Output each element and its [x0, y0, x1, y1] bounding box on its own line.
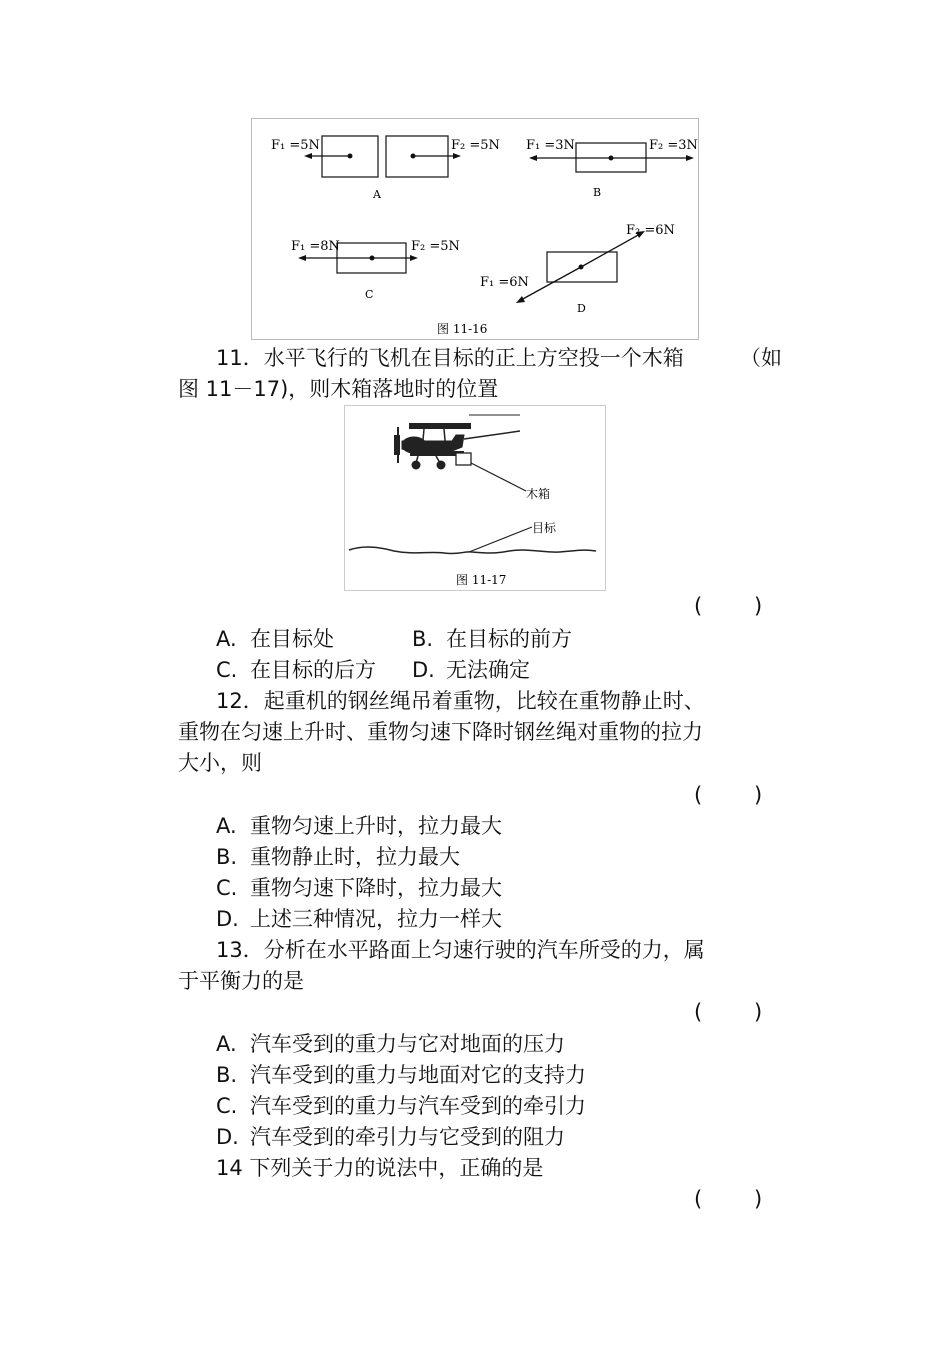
q11-option-c[interactable]: [216, 657, 376, 683]
option-letter: D.: [412, 658, 435, 682]
option-letter: B.: [216, 845, 238, 869]
d-f1-label: F₁ =6N: [480, 275, 529, 290]
force-diagrams: [251, 118, 699, 340]
option-text: 汽车受到的重力与它对地面的压力: [250, 1032, 565, 1056]
crate-label: 木箱: [526, 487, 551, 501]
q12-option-d[interactable]: [216, 906, 502, 932]
c-f1-label: F₁ =8N: [291, 239, 340, 254]
airplane-drop-illustration: [344, 405, 606, 591]
option-letter: C.: [216, 658, 238, 682]
b-f1-label: F₁ =3N: [526, 138, 575, 153]
option-letter: D.: [216, 1125, 239, 1149]
q12-option-a[interactable]: [216, 813, 502, 839]
diagram-c: [291, 239, 460, 301]
q13-paren-right: ): [754, 1000, 763, 1024]
q11-line1-tail: [740, 345, 782, 371]
option-letter: A.: [216, 627, 237, 651]
q13-option-a[interactable]: [216, 1031, 565, 1057]
crate-icon: [456, 453, 471, 465]
q12-line1: [216, 688, 705, 714]
q13-text-2: 于平衡力的是: [178, 969, 304, 993]
option-text: 在目标处: [250, 627, 334, 651]
figure-11-17: [344, 405, 606, 591]
q12-text-3: 大小，则: [178, 751, 262, 775]
q12-text-1: 12．起重机的钢丝绳吊着重物，比较在重物静止时、: [216, 689, 705, 713]
b-f2-label: F₂ =3N: [649, 138, 698, 153]
option-letter: C.: [216, 876, 238, 900]
option-text: 重物匀速下降时，拉力最大: [250, 876, 502, 900]
option-text: 重物匀速上升时，拉力最大: [250, 814, 502, 838]
q14-paren-left: (: [694, 1187, 703, 1211]
figure-11-16-caption: 图 11-16: [437, 322, 488, 336]
q11-line2: [178, 376, 498, 402]
figure-11-17-caption: 图 11-17: [456, 573, 507, 587]
q12-line3: [178, 750, 262, 776]
q12-text-2: 重物在匀速上升时、重物匀速下降时钢丝绳对重物的拉力: [178, 720, 703, 744]
q12-paren-left: (: [694, 783, 703, 807]
c-f2-label: F₂ =5N: [411, 239, 460, 254]
diagram-a: [271, 136, 500, 201]
q11-text-1: 11．水平飞行的飞机在目标的正上方空投一个木箱: [216, 346, 684, 370]
q12-option-c[interactable]: [216, 875, 502, 901]
q11-text-1-tail: （如: [740, 346, 782, 370]
option-letter: B.: [412, 627, 434, 651]
a-f1-label: F₁ =5N: [271, 138, 320, 153]
figure-11-16: [251, 118, 699, 340]
q14-text-1: 14 下列关于力的说法中，正确的是: [216, 1156, 544, 1180]
q11-text-2: 图 11－17)，则木箱落地时的位置: [178, 377, 499, 401]
q11-option-d[interactable]: [412, 657, 530, 683]
q11-paren-left: (: [694, 594, 703, 618]
option-letter: D.: [216, 907, 239, 931]
option-letter: A.: [216, 1032, 237, 1056]
target-label: 目标: [532, 521, 557, 535]
q11-paren-right: ): [754, 594, 763, 618]
option-text: 汽车受到的重力与汽车受到的牵引力: [250, 1094, 586, 1118]
q14-paren-right: ): [754, 1187, 763, 1211]
a-f2-label: F₂ =5N: [451, 138, 500, 153]
q11-option-b[interactable]: [412, 626, 572, 652]
option-text: 重物静止时，拉力最大: [250, 845, 460, 869]
q12-paren-right: ): [754, 783, 763, 807]
q13-text-1: 13．分析在水平路面上匀速行驶的汽车所受的力，属: [216, 938, 705, 962]
q13-option-d[interactable]: [216, 1124, 565, 1150]
q13-paren-left: (: [694, 1000, 703, 1024]
option-text: 上述三种情况，拉力一样大: [250, 907, 502, 931]
option-letter: C.: [216, 1094, 238, 1118]
option-text: 在目标的后方: [250, 658, 376, 682]
q12-option-b[interactable]: [216, 844, 460, 870]
q14-line1: [216, 1155, 543, 1181]
b-label: B: [593, 186, 602, 199]
q13-option-b[interactable]: [216, 1062, 586, 1088]
diagram-b: [526, 138, 698, 199]
c-label: C: [365, 288, 374, 301]
diagram-d: [480, 223, 675, 315]
d-label: D: [577, 302, 586, 315]
q11-line1: [216, 345, 684, 371]
q13-option-c[interactable]: [216, 1093, 586, 1119]
q12-line2: [178, 719, 703, 745]
option-text: 在目标的前方: [446, 627, 572, 651]
option-text: 汽车受到的重力与地面对它的支持力: [250, 1063, 586, 1087]
option-text: 汽车受到的牵引力与它受到的阻力: [250, 1125, 565, 1149]
d-f2-label: F₂ =6N: [626, 223, 675, 238]
option-letter: B.: [216, 1063, 238, 1087]
q11-option-a[interactable]: [216, 626, 334, 652]
a-label: A: [373, 188, 381, 201]
option-text: 无法确定: [446, 658, 530, 682]
q13-line2: [178, 968, 304, 994]
option-letter: A.: [216, 814, 237, 838]
q13-line1: [216, 937, 705, 963]
